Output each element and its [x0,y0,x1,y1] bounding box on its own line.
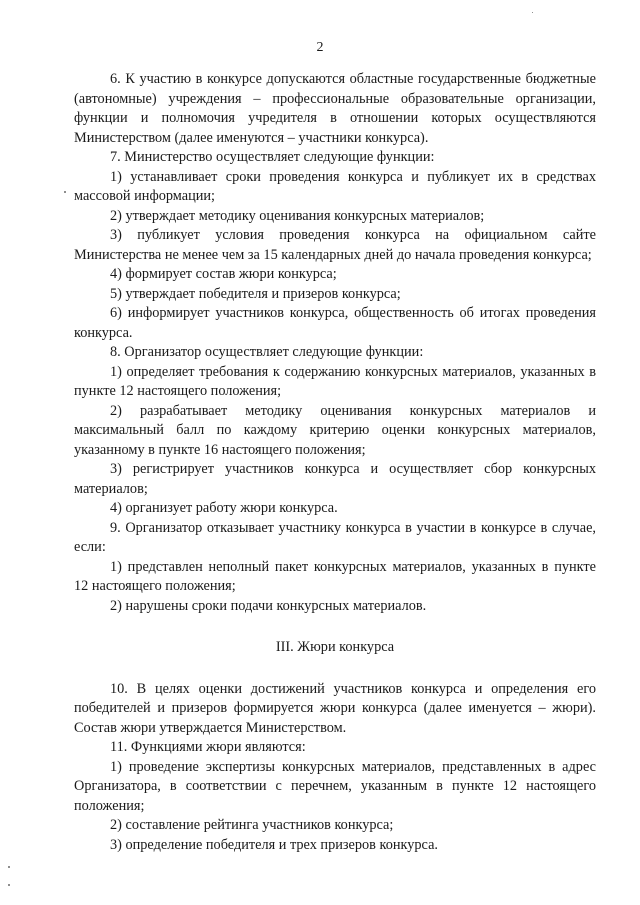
paragraph-8-item-3: 3) регистрирует участников конкурса и осуществляет сбор конкурсных материалов; [74,461,596,497]
paragraph-7-item-1: 1) устанавливает сроки проведения конкурса и публикует их в средствах массовой информации; [74,168,596,204]
paragraph-11-item-2: 2) составление рейтинга участников конкурса; [110,817,394,833]
paragraph-6: 6. К участию в конкурсе допускаются областные государственные бюджетные (автономные) учреждения – профессиональные образовательные организации, функции и полномочия учредителя в отношении которых осуществляются Министерством (далее именуются – участники конкурса). [74,71,596,146]
scan-speck [532,12,533,13]
paragraph-7: 7. Министерство осуществляет следующие функции: [110,149,435,165]
paragraph-8-item-1: 1) определяет требования к содержанию конкурсных материалов, указанных в пункте 12 настоящего положения; [74,363,596,399]
paragraph-8-item-2: 2) разрабатывает методику оценивания конкурсных материалов и максимальный балл по каждому критерию оценки конкурсных материалов, указанному в пункте 16 настоящего положения; [74,402,596,458]
paragraph-7-item-2: 2) утверждает методику оценивания конкурсных материалов; [110,207,485,224]
scan-speck [8,884,10,886]
paragraph-9: 9. Организатор отказывает участнику конкурса в участии в конкурсе в случае, если: [74,519,596,555]
paragraph-8-item-4: 4) организует работу жюри конкурса. [110,500,338,516]
paragraph-11: 11. Функциями жюри являются: [110,739,306,755]
paragraph-7-item-5: 5) утверждает победителя и призеров конкурса; [110,285,401,302]
document-body [74,70,596,855]
paragraph-7-item-4: 4) формирует состав жюри конкурса; [110,266,337,282]
page-number: 2 [316,40,324,55]
paragraph-9-item-2: 2) нарушены сроки подачи конкурсных материалов. [110,597,427,614]
paragraph-7-item-6: 6) информирует участников конкурса, общественность об итогах проведения конкурса. [74,305,596,341]
paragraph-8: 8. Организатор осуществляет следующие функции: [110,344,424,360]
paragraph-11-item-1: 1) проведение экспертизы конкурсных материалов, представленных в адрес Организатора, в соответствии с перечнем, указанным в пункте 12 настоящего положения; [74,758,596,814]
paragraph-9-item-1: 1) представлен неполный пакет конкурсных материалов, указанных в пункте 12 настоящего положения; [74,558,596,594]
section-title: III. Жюри конкурса [275,639,395,655]
paragraph-11-item-3: 3) определение победителя и трех призеров конкурса. [110,836,438,853]
paragraph-7-item-3: 3) публикует условия проведения конкурса на официальном сайте Министерства не менее чем за 15 календарных дней до начала проведения конкурса; [74,227,596,263]
scan-speck [64,191,66,193]
paragraph-10: 10. В целях оценки достижений участников конкурса и определения его победителей и призеров формируется жюри конкурса (далее именуется – жюри). Состав жюри утверждается Министерством. [74,680,596,736]
scan-speck [8,866,10,868]
